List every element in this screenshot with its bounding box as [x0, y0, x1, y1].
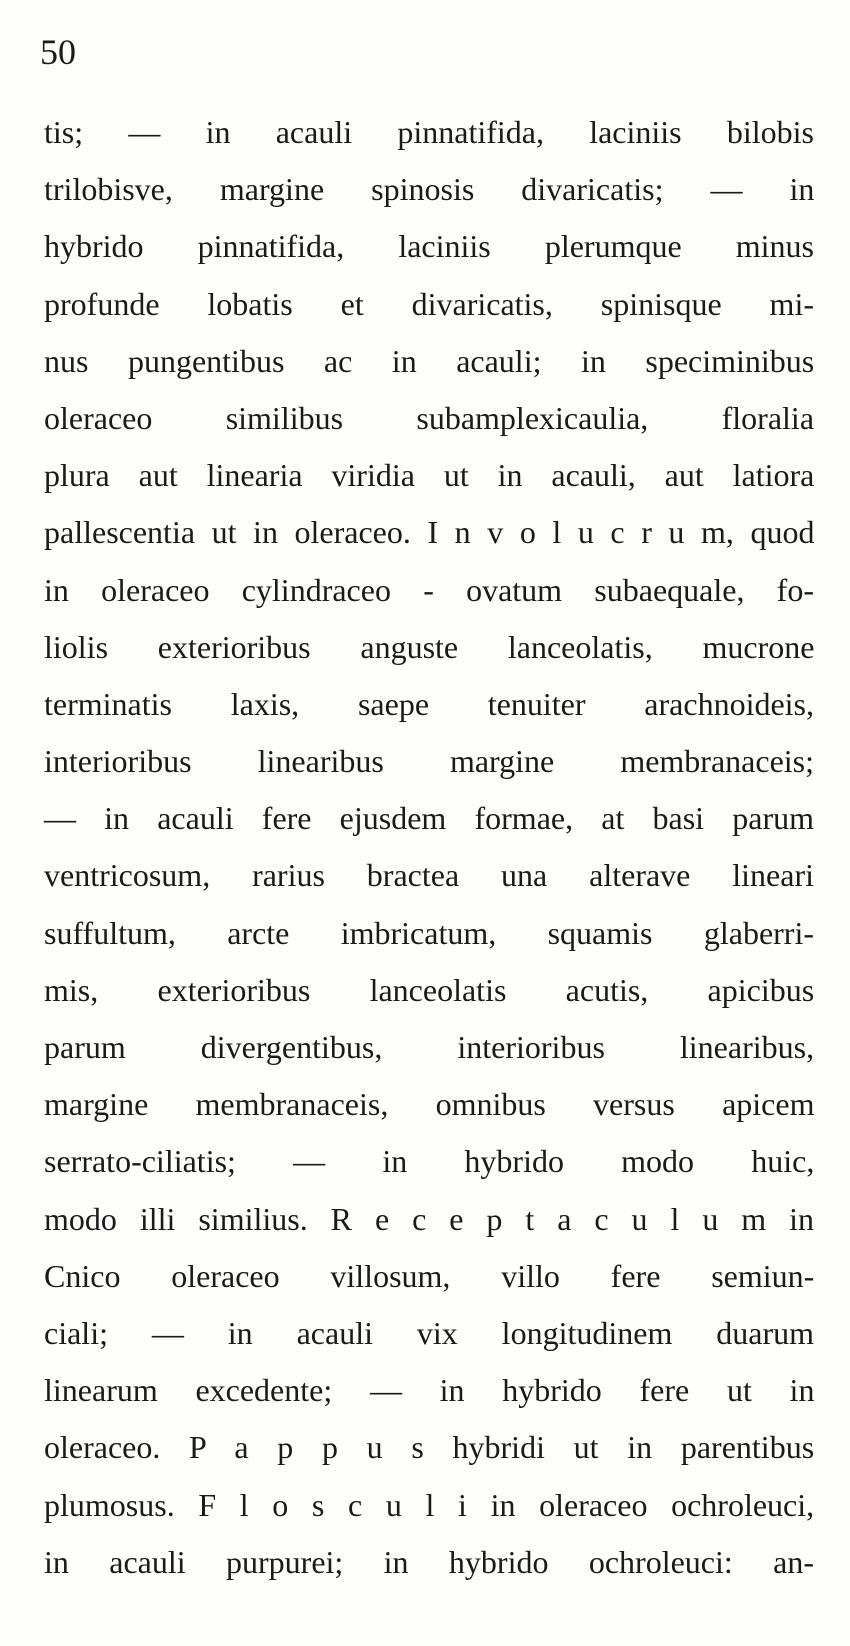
- text-line: mis, exterioribus lanceolatis acutis, apicibus: [44, 971, 815, 1008]
- text-line: linearum excedente; — in hybrido fere ut in: [44, 1372, 815, 1409]
- text-line: margine membranaceis, omnibus versus apicem: [44, 1086, 815, 1123]
- text-line: plumosus. F l o s c u l i in oleraceo ochroleuci,: [44, 1486, 815, 1523]
- text-line: ciali; — in acauli vix longitudinem duarum: [44, 1314, 814, 1351]
- text-line: modo illi similius. R e c e p t a c u l u m in: [44, 1200, 814, 1237]
- text-line: pallescentia ut in oleraceo. I n v o l u c r u m, quod: [44, 514, 815, 551]
- text-line: hybrido pinnatifida, laciniis plerumque minus: [44, 228, 814, 265]
- text-line: parum divergentibus, interioribus linearibus,: [44, 1029, 815, 1065]
- text-line: ventricosum, rarius bractea una alterave lineari: [44, 857, 814, 894]
- text-line: in oleraceo cylindraceo - ovatum subaequale, fo-: [44, 571, 814, 608]
- text-line: terminatis laxis, saepe tenuiter arachnoideis,: [44, 685, 814, 722]
- text-line: in acauli purpurei; in hybrido ochroleuci: an-: [44, 1543, 814, 1580]
- text-line: plura aut linearia viridia ut in acauli, aut latiora: [44, 457, 815, 494]
- page-number: 50: [40, 32, 76, 72]
- text-line: serrato-ciliatis; — in hybrido modo huic,: [44, 1143, 815, 1180]
- text-line: suffultum, arcte imbricatum, squamis glaberri-: [44, 914, 814, 951]
- text-line: oleraceo. P a p p u s hybridi ut in parentibus: [44, 1429, 815, 1466]
- body-text: [44, 104, 814, 1591]
- text-line: trilobisve, margine spinosis divaricatis; — in: [44, 171, 815, 208]
- text-line: Cnico oleraceo villosum, villo fere semiun-: [44, 1257, 815, 1294]
- text-line: oleraceo similibus subamplexicaulia, floralia: [44, 399, 815, 436]
- text-line: interioribus linearibus margine membranaceis;: [44, 743, 814, 780]
- text-line: — in acauli fere ejusdem formae, at basi parum: [44, 800, 814, 837]
- text-line: tis; — in acauli pinnatifida, laciniis bilobis: [44, 114, 814, 150]
- text-line: liolis exterioribus anguste lanceolatis, mucrone: [44, 628, 815, 665]
- text-line: nus pungentibus ac in acauli; in speciminibus: [44, 342, 815, 379]
- text-line: profunde lobatis et divaricatis, spinisque mi-: [44, 285, 814, 322]
